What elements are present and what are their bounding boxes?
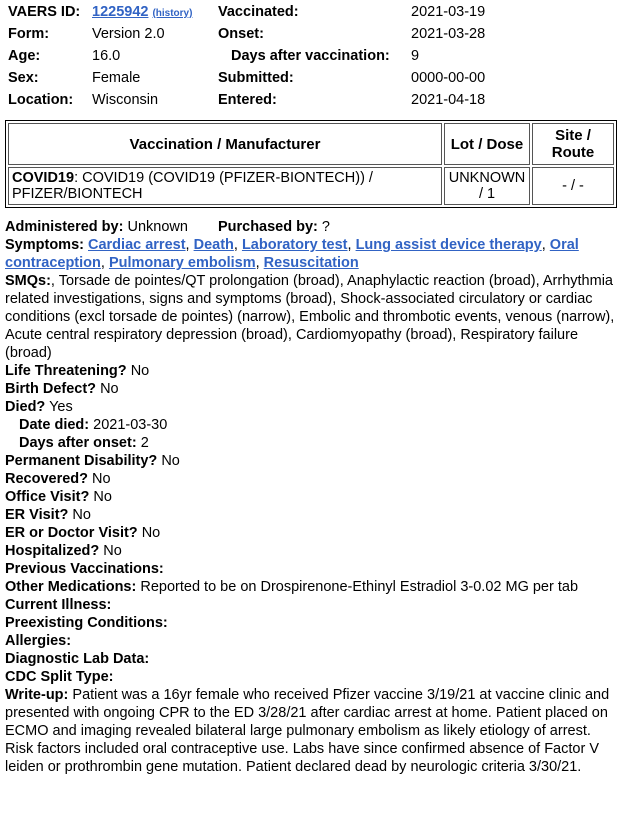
vaccine-description: : COVID19 (COVID19 (PFIZER-BIONTECH)) / PFIZER/BIONTECH <box>12 170 373 202</box>
vaccinated-label: Vaccinated: <box>218 4 299 20</box>
writeup-value: Patient was a 16yr female who received Pfizer vaccine 3/19/21 at vaccine clinic and presented with ongoing CPR to the ED 3/28/21 after cardiac arrest at home. Patient placed on ECMO and imaging revealed bilateral large pulmonary embolism as likely etiology of arrest. Risk factors included oral contraceptive use. Labs have since confirmed absence of Factor V leiden or prothrombin gene mutation. Patient declared dead by neurologic criteria 3/30/21. <box>5 687 610 775</box>
cdc-split-type-label: CDC Split Type: <box>5 669 114 685</box>
location-label: Location: <box>8 92 74 108</box>
submitted-label: Submitted: <box>218 70 294 86</box>
er-visit-label: ER Visit? <box>5 507 69 523</box>
writeup-label: Write-up: <box>5 687 69 703</box>
purchased-by-label: Purchased by: <box>217 219 318 235</box>
current-illness-label: Current Illness: <box>5 597 112 613</box>
birth-defect-value: No <box>100 381 119 397</box>
days-after-onset-value: 2 <box>140 435 149 451</box>
allergies-label: Allergies: <box>5 633 72 649</box>
life-threatening-value: No <box>130 363 150 379</box>
report-header <box>8 2 612 112</box>
recovered-label: Recovered? <box>5 471 89 487</box>
permanent-disability-value: No <box>161 453 180 469</box>
symptom-link[interactable]: Oral contraception <box>5 237 579 271</box>
smqs-value: , Torsade de pointes/QT prolongation (broad), Anaphylactic reaction (broad), Arrhythmia related investigations, signs and symptoms (broad), Shock-associated circulatory or cardiac conditions (excl torsade de pointes) (narrow), Embolic and thrombotic events, venous (narrow), Acute central respiratory depression (broad), Cardiomyopathy (broad), Respiratory failure (broad) <box>5 273 615 361</box>
symptoms-line: Symptoms: Cardiac arrest, Death, Laboratory test, Lung assist device therapy, Oral contraception, Pulmonary embolism, Resuscitation <box>5 237 579 271</box>
previous-vaccinations-label: Previous Vaccinations: <box>5 561 164 577</box>
location-value: Wisconsin <box>92 92 159 108</box>
table-row <box>8 167 614 205</box>
entered-value: 2021-04-18 <box>411 92 486 108</box>
office-visit-value: No <box>93 489 112 505</box>
date-died-value: 2021-03-30 <box>93 417 168 433</box>
vaccine-cell <box>8 167 442 205</box>
age-value: 16.0 <box>92 48 121 64</box>
er-visit-value: No <box>72 507 91 523</box>
preexisting-conditions-label: Preexisting Conditions: <box>5 615 168 631</box>
form-label: Form: <box>8 26 50 42</box>
report-details <box>5 218 615 776</box>
symptom-link[interactable]: Lung assist device therapy <box>355 237 542 253</box>
office-visit-label: Office Visit? <box>5 489 90 505</box>
vaccination-table <box>5 120 617 208</box>
symptom-link[interactable]: Resuscitation <box>263 255 359 271</box>
vaccinated-value: 2021-03-19 <box>411 4 486 20</box>
diagnostic-lab-data-label: Diagnostic Lab Data: <box>5 651 150 667</box>
vaccination-manufacturer-header: Vaccination / Manufacturer <box>8 123 442 165</box>
permanent-disability-label: Permanent Disability? <box>5 453 158 469</box>
other-medications-label: Other Medications: <box>5 579 137 595</box>
days-after-vaccination-value: 9 <box>411 48 420 64</box>
other-medications-value: Reported to be on Drospirenone-Ethinyl Estradiol 3-0.02 MG per tab <box>140 579 579 595</box>
entered-label: Entered: <box>218 92 277 108</box>
sex-label: Sex: <box>8 70 39 86</box>
er-doctor-visit-value: No <box>141 525 161 541</box>
site-route-cell: - / - <box>532 167 614 205</box>
onset-label: Onset: <box>218 26 264 42</box>
birth-defect-label: Birth Defect? <box>5 381 97 397</box>
vaccination-table-header <box>8 123 614 165</box>
symptom-link[interactable]: Death <box>193 237 234 253</box>
symptom-link[interactable]: Pulmonary embolism <box>108 255 256 271</box>
age-label: Age: <box>8 48 41 64</box>
vaers-id-label: VAERS ID: <box>8 4 81 20</box>
smqs-label: SMQs: <box>5 273 51 289</box>
site-route-header: Site / Route <box>532 123 614 165</box>
died-value: Yes <box>49 399 73 415</box>
life-threatening-label: Life Threatening? <box>5 363 127 379</box>
date-died-label: Date died: <box>19 417 90 433</box>
er-doctor-visit-label: ER or Doctor Visit? <box>5 525 138 541</box>
symptom-link[interactable]: Cardiac arrest <box>88 237 186 253</box>
lot-dose-cell: UNKNOWN / 1 <box>444 167 530 205</box>
vaccine-code: COVID19 <box>12 170 75 186</box>
lot-dose-header: Lot / Dose <box>444 123 530 165</box>
administered-by-label: Administered by: <box>5 219 124 235</box>
hospitalized-value: No <box>103 543 122 559</box>
symptoms-label: Symptoms: <box>5 237 84 253</box>
onset-value: 2021-03-28 <box>411 26 486 42</box>
history-link[interactable]: (history) <box>152 8 193 19</box>
recovered-value: No <box>92 471 111 487</box>
died-label: Died? <box>5 399 46 415</box>
days-after-onset-label: Days after onset: <box>19 435 137 451</box>
form-value: Version 2.0 <box>92 26 165 42</box>
submitted-value: 0000-00-00 <box>411 70 486 86</box>
vaers-id-link[interactable]: 1225942 <box>92 4 149 20</box>
hospitalized-label: Hospitalized? <box>5 543 100 559</box>
days-after-vaccination-label: Days after vaccination: <box>231 48 390 64</box>
administered-by-value: Unknown <box>127 219 188 235</box>
sex-value: Female <box>92 70 141 86</box>
purchased-by-value: ? <box>321 219 330 235</box>
symptom-link[interactable]: Laboratory test <box>241 237 348 253</box>
